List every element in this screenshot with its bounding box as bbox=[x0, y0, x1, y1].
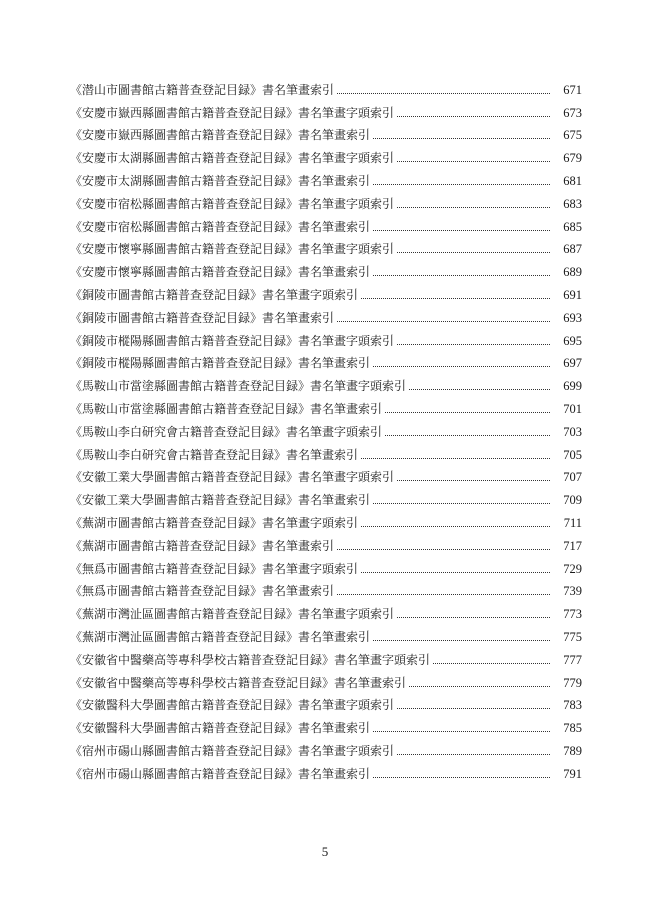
toc-entry bbox=[70, 75, 582, 98]
dot-leader bbox=[397, 708, 550, 709]
toc-entry bbox=[70, 485, 582, 508]
toc-entry bbox=[70, 189, 582, 212]
toc-entry-page: 693 bbox=[563, 310, 582, 325]
toc-entry-title: 《安慶市宿松縣圖書館古籍普查登記目録》書名筆畫字頭索引 bbox=[70, 196, 395, 211]
toc-entry bbox=[70, 326, 582, 349]
toc-entry-page: 717 bbox=[563, 538, 582, 553]
toc-entry-page: 691 bbox=[563, 287, 582, 302]
toc-entry-page: 701 bbox=[563, 401, 582, 416]
dot-leader bbox=[373, 138, 550, 139]
toc-entry-title: 《馬鞍山李白研究會古籍普查登記目録》書名筆畫字頭索引 bbox=[70, 424, 383, 439]
toc-entry bbox=[70, 736, 582, 759]
dot-leader bbox=[373, 777, 550, 778]
dot-leader bbox=[409, 686, 550, 687]
dot-leader bbox=[337, 594, 550, 595]
toc-entry bbox=[70, 98, 582, 121]
toc-entry bbox=[70, 143, 582, 166]
dot-leader bbox=[397, 344, 550, 345]
toc-entry-page: 681 bbox=[563, 173, 582, 188]
toc-entry-page: 729 bbox=[563, 561, 582, 576]
dot-leader bbox=[337, 93, 550, 94]
toc-entry bbox=[70, 691, 582, 714]
toc-entry-title: 《馬鞍山李白研究會古籍普查登記目録》書名筆畫索引 bbox=[70, 447, 359, 462]
toc-entry-page: 675 bbox=[563, 128, 582, 143]
toc-entry-title: 《安徽醫科大學圖書館古籍普查登記目録》書名筆畫字頭索引 bbox=[70, 698, 395, 713]
table-of-contents bbox=[70, 75, 582, 782]
page-number: 5 bbox=[321, 844, 329, 859]
toc-entry bbox=[70, 349, 582, 372]
dot-leader bbox=[433, 663, 550, 664]
toc-entry-title: 《安慶市太湖縣圖書館古籍普查登記目録》書名筆畫索引 bbox=[70, 173, 371, 188]
toc-entry-title: 《無爲市圖書館古籍普查登記目録》書名筆畫索引 bbox=[70, 584, 335, 599]
toc-entry-page: 697 bbox=[563, 356, 582, 371]
toc-entry-title: 《蕪湖市圖書館古籍普查登記目録》書名筆畫索引 bbox=[70, 538, 335, 553]
toc-entry-title: 《馬鞍山市當塗縣圖書館古籍普查登記目録》書名筆畫字頭索引 bbox=[70, 379, 407, 394]
toc-entry-page: 783 bbox=[563, 698, 582, 713]
toc-entry bbox=[70, 212, 582, 235]
toc-entry-page: 775 bbox=[563, 629, 582, 644]
toc-entry-title: 《銅陵市樅陽縣圖書館古籍普查登記目録》書名筆畫索引 bbox=[70, 356, 371, 371]
toc-entry bbox=[70, 508, 582, 531]
toc-entry-title: 《宿州市碭山縣圖書館古籍普查登記目録》書名筆畫字頭索引 bbox=[70, 743, 395, 758]
toc-entry-page: 789 bbox=[563, 743, 582, 758]
toc-entry-title: 《安慶市太湖縣圖書館古籍普查登記目録》書名筆畫字頭索引 bbox=[70, 151, 395, 166]
toc-entry-title: 《安慶市嶽西縣圖書館古籍普查登記目録》書名筆畫索引 bbox=[70, 128, 371, 143]
toc-entry-page: 699 bbox=[563, 379, 582, 394]
toc-entry bbox=[70, 121, 582, 144]
dot-leader bbox=[361, 526, 550, 527]
toc-entry-page: 773 bbox=[563, 607, 582, 622]
toc-entry bbox=[70, 417, 582, 440]
toc-entry bbox=[70, 759, 582, 782]
toc-entry-page: 709 bbox=[563, 493, 582, 508]
toc-entry bbox=[70, 280, 582, 303]
toc-entry bbox=[70, 531, 582, 554]
toc-entry-page: 679 bbox=[563, 151, 582, 166]
toc-entry-page: 779 bbox=[563, 675, 582, 690]
dot-leader bbox=[361, 572, 550, 573]
toc-entry-title: 《蕪湖市灣沚區圖書館古籍普查登記目録》書名筆畫字頭索引 bbox=[70, 607, 395, 622]
dot-leader bbox=[337, 321, 550, 322]
toc-entry bbox=[70, 645, 582, 668]
toc-entry-page: 791 bbox=[563, 766, 582, 781]
dot-leader bbox=[397, 252, 550, 253]
dot-leader bbox=[337, 549, 550, 550]
dot-leader bbox=[373, 731, 550, 732]
toc-entry-title: 《潜山市圖書館古籍普查登記目録》書名筆畫索引 bbox=[70, 82, 335, 97]
toc-entry-page: 689 bbox=[563, 265, 582, 280]
toc-entry bbox=[70, 166, 582, 189]
toc-entry-title: 《安徽省中醫藥高等專科學校古籍普查登記目録》書名筆畫字頭索引 bbox=[70, 652, 431, 667]
dot-leader bbox=[373, 275, 550, 276]
toc-entry-title: 《馬鞍山市當塗縣圖書館古籍普查登記目録》書名筆畫索引 bbox=[70, 401, 383, 416]
dot-leader bbox=[397, 116, 550, 117]
toc-entry bbox=[70, 599, 582, 622]
dot-leader bbox=[385, 412, 550, 413]
toc-entry-page: 673 bbox=[563, 105, 582, 120]
toc-entry bbox=[70, 371, 582, 394]
dot-leader bbox=[385, 435, 550, 436]
toc-entry-title: 《安慶市嶽西縣圖書館古籍普查登記目録》書名筆畫字頭索引 bbox=[70, 105, 395, 120]
dot-leader bbox=[373, 230, 550, 231]
dot-leader bbox=[373, 366, 550, 367]
toc-entry bbox=[70, 440, 582, 463]
toc-entry-title: 《安徽省中醫藥高等專科學校古籍普查登記目録》書名筆畫索引 bbox=[70, 675, 407, 690]
toc-entry bbox=[70, 577, 582, 600]
dot-leader bbox=[373, 184, 550, 185]
dot-leader bbox=[397, 207, 550, 208]
dot-leader bbox=[361, 458, 550, 459]
toc-entry-title: 《安徽醫科大學圖書館古籍普查登記目録》書名筆畫索引 bbox=[70, 721, 371, 736]
toc-entry-title: 《安徽工業大學圖書館古籍普查登記目録》書名筆畫字頭索引 bbox=[70, 470, 395, 485]
dot-leader bbox=[397, 480, 550, 481]
dot-leader bbox=[361, 298, 550, 299]
toc-entry-page: 785 bbox=[563, 721, 582, 736]
toc-entry-page: 739 bbox=[563, 584, 582, 599]
toc-entry-page: 685 bbox=[563, 219, 582, 234]
toc-entry bbox=[70, 668, 582, 691]
toc-entry-title: 《銅陵市圖書館古籍普查登記目録》書名筆畫字頭索引 bbox=[70, 287, 359, 302]
toc-entry-page: 695 bbox=[563, 333, 582, 348]
dot-leader bbox=[373, 503, 550, 504]
toc-entry bbox=[70, 463, 582, 486]
toc-entry bbox=[70, 622, 582, 645]
toc-entry-title: 《無爲市圖書館古籍普查登記目録》書名筆畫字頭索引 bbox=[70, 561, 359, 576]
toc-entry bbox=[70, 235, 582, 258]
toc-entry bbox=[70, 554, 582, 577]
toc-entry-title: 《銅陵市圖書館古籍普查登記目録》書名筆畫索引 bbox=[70, 310, 335, 325]
toc-entry-page: 707 bbox=[563, 470, 582, 485]
toc-entry-page: 705 bbox=[563, 447, 582, 462]
dot-leader bbox=[373, 640, 550, 641]
toc-entry-page: 671 bbox=[563, 82, 582, 97]
toc-entry-title: 《銅陵市樅陽縣圖書館古籍普查登記目録》書名筆畫字頭索引 bbox=[70, 333, 395, 348]
toc-entry bbox=[70, 713, 582, 736]
toc-entry-page: 711 bbox=[563, 515, 582, 530]
toc-entry-title: 《蕪湖市圖書館古籍普查登記目録》書名筆畫字頭索引 bbox=[70, 515, 359, 530]
toc-entry-page: 683 bbox=[563, 196, 582, 211]
toc-entry-page: 703 bbox=[563, 424, 582, 439]
dot-leader bbox=[397, 161, 550, 162]
dot-leader bbox=[397, 617, 550, 618]
toc-entry-title: 《安徽工業大學圖書館古籍普查登記目録》書名筆畫索引 bbox=[70, 493, 371, 508]
toc-entry-page: 777 bbox=[563, 652, 582, 667]
toc-entry-title: 《蕪湖市灣沚區圖書館古籍普查登記目録》書名筆畫索引 bbox=[70, 629, 371, 644]
toc-entry-title: 《安慶市宿松縣圖書館古籍普查登記目録》書名筆畫索引 bbox=[70, 219, 371, 234]
toc-entry-page: 687 bbox=[563, 242, 582, 257]
toc-entry-title: 《安慶市懷寧縣圖書館古籍普查登記目録》書名筆畫字頭索引 bbox=[70, 242, 395, 257]
toc-entry bbox=[70, 303, 582, 326]
dot-leader bbox=[409, 389, 550, 390]
toc-entry bbox=[70, 394, 582, 417]
toc-entry-title: 《安慶市懷寧縣圖書館古籍普查登記目録》書名筆畫索引 bbox=[70, 265, 371, 280]
toc-entry bbox=[70, 257, 582, 280]
dot-leader bbox=[397, 754, 550, 755]
toc-entry-title: 《宿州市碭山縣圖書館古籍普查登記目録》書名筆畫索引 bbox=[70, 766, 371, 781]
